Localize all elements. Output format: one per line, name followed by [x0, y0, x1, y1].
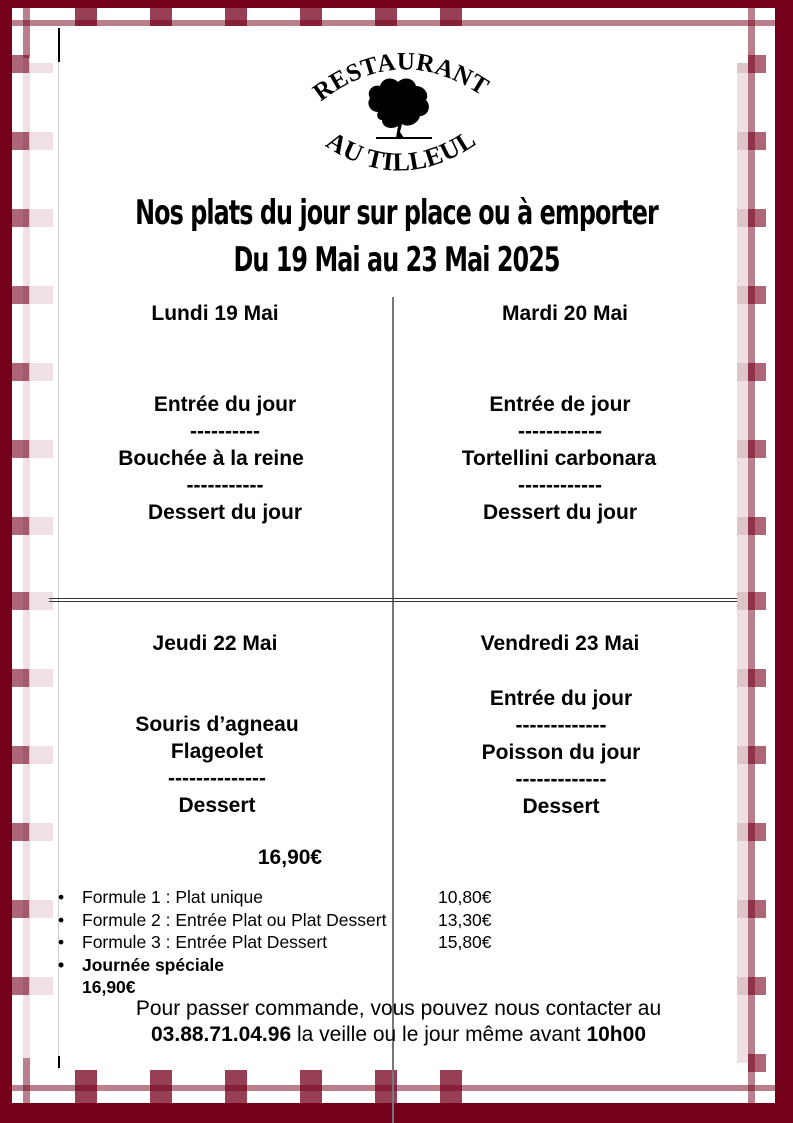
border-square: [748, 900, 766, 918]
border-square: [12, 55, 29, 73]
border-square: [225, 8, 247, 26]
table-divider-horizontal: [49, 598, 737, 602]
bullet: •: [58, 909, 65, 930]
border-square: [12, 669, 29, 687]
contact-line-1: Pour passer commande, vous pouvez nous contacter au: [135, 997, 662, 1020]
border-square: [225, 1070, 247, 1103]
menu-line: Dessert: [522, 795, 600, 818]
day-label-monday: Lundi 19 Mai: [151, 302, 279, 325]
border-square: [748, 1054, 766, 1072]
border-square: [748, 209, 766, 227]
logo-bottom-text: AU TILLEUL: [321, 124, 481, 177]
border-square: [748, 669, 766, 687]
border-square: [12, 977, 29, 995]
day-menu-thursday: [82, 711, 352, 819]
border-square: [29, 746, 53, 764]
formula-price: 15,80€: [438, 932, 492, 952]
border-square: [29, 63, 53, 73]
border-square: [12, 132, 29, 150]
formula-label: Formule 2 : Entrée Plat ou Plat Dessert: [82, 909, 387, 930]
crop-mark: [58, 1056, 60, 1068]
border-square: [150, 8, 172, 26]
bullet: •: [58, 954, 65, 975]
border-square: [440, 1070, 462, 1103]
border-square: [12, 363, 29, 381]
border-square: [29, 517, 53, 535]
menu-line: Entrée du jour: [489, 687, 633, 710]
border-square: [29, 669, 53, 687]
phone-number[interactable]: 03.88.71.04.96: [151, 1023, 292, 1046]
border-square: [12, 746, 29, 764]
menu-line: Flageolet: [170, 740, 264, 763]
menu-separator: ------------: [518, 474, 602, 497]
menu-line: Dessert du jour: [147, 501, 303, 524]
menu-line: Dessert: [178, 794, 256, 817]
date-range: Du 19 Mai au 23 Mai 2025: [233, 240, 560, 280]
formula-price: 16,90€: [82, 977, 136, 997]
menu-separator: ----------: [190, 420, 260, 443]
border-square: [29, 132, 53, 150]
logo-top-text: RESTAURANT: [308, 48, 494, 107]
border-square: [12, 592, 29, 610]
menu-price: 16,90€: [257, 846, 323, 869]
border-square: [12, 440, 29, 458]
menu-line: Entrée de jour: [489, 393, 631, 416]
tree-icon: [368, 79, 432, 139]
border-square: [748, 592, 766, 610]
menu-line: Entrée du jour: [153, 393, 297, 416]
border-square: [12, 209, 29, 227]
border-square: [748, 440, 766, 458]
border-stripe: [748, 8, 755, 1103]
day-label-friday: Vendredi 23 Mai: [480, 632, 640, 655]
border-square: [748, 286, 766, 304]
logo-svg: [300, 46, 500, 191]
border-square: [12, 286, 29, 304]
day-menu-monday: [90, 391, 360, 526]
border-square: [748, 977, 766, 995]
day-label-tuesday: Mardi 20 Mai: [501, 302, 629, 325]
border-square: [748, 132, 766, 150]
border-square: [748, 55, 766, 73]
border-square: [29, 440, 53, 458]
border-square: [29, 363, 53, 381]
border-square: [29, 823, 53, 841]
menu-line: Tortellini carbonara: [461, 447, 657, 470]
border-stripe: [23, 1058, 30, 1103]
formula-label: Journée spéciale: [82, 954, 225, 975]
contact-text: la veille ou le jour même avant: [291, 1023, 587, 1046]
bullet: •: [58, 932, 65, 952]
menu-line: Bouchée à la reine: [118, 447, 304, 470]
border-square: [748, 517, 766, 535]
day-menu-tuesday: [420, 391, 710, 526]
menu-line: Souris d’agneau: [135, 713, 299, 736]
border-square: [375, 8, 397, 26]
menu-separator: -------------: [515, 768, 607, 791]
border-square: [150, 1070, 172, 1103]
menu-line: Dessert du jour: [482, 501, 638, 524]
menu-line: Poisson du jour: [481, 741, 641, 764]
formula-price: 10,80€: [438, 887, 492, 907]
menu-separator: -----------: [186, 474, 264, 497]
border-square: [12, 823, 29, 841]
border-square: [748, 746, 766, 764]
contact-line-2: [0, 1021, 793, 1048]
border-square: [29, 977, 53, 995]
border-square: [748, 363, 766, 381]
crop-mark: [58, 28, 60, 62]
restaurant-logo: [300, 46, 500, 191]
border-square: [29, 209, 53, 227]
formula-label: Formule 3 : Entrée Plat Dessert: [82, 932, 328, 952]
border-square: [300, 1070, 322, 1103]
border-square: [75, 1070, 97, 1103]
border-square: [75, 8, 97, 26]
border-square: [12, 900, 29, 918]
border-square: [12, 517, 29, 535]
formula-label: Formule 1 : Plat unique: [82, 887, 263, 907]
border-square: [300, 8, 322, 26]
formula-price: 13,30€: [438, 909, 492, 930]
border-square: [29, 900, 53, 918]
bullet: •: [58, 887, 65, 907]
page-title: Nos plats du jour sur place ou à emporter: [135, 193, 658, 233]
order-deadline: 10h00: [586, 1023, 646, 1046]
border-square: [748, 823, 766, 841]
menu-separator: ------------: [518, 420, 602, 443]
menu-separator: --------------: [168, 767, 266, 790]
day-label-thursday: Jeudi 22 Mai: [152, 632, 278, 655]
border-stripe: [23, 8, 30, 58]
menu-separator: -------------: [515, 714, 607, 737]
border-square: [29, 286, 53, 304]
border-square: [440, 8, 462, 26]
day-menu-friday: [425, 685, 697, 820]
